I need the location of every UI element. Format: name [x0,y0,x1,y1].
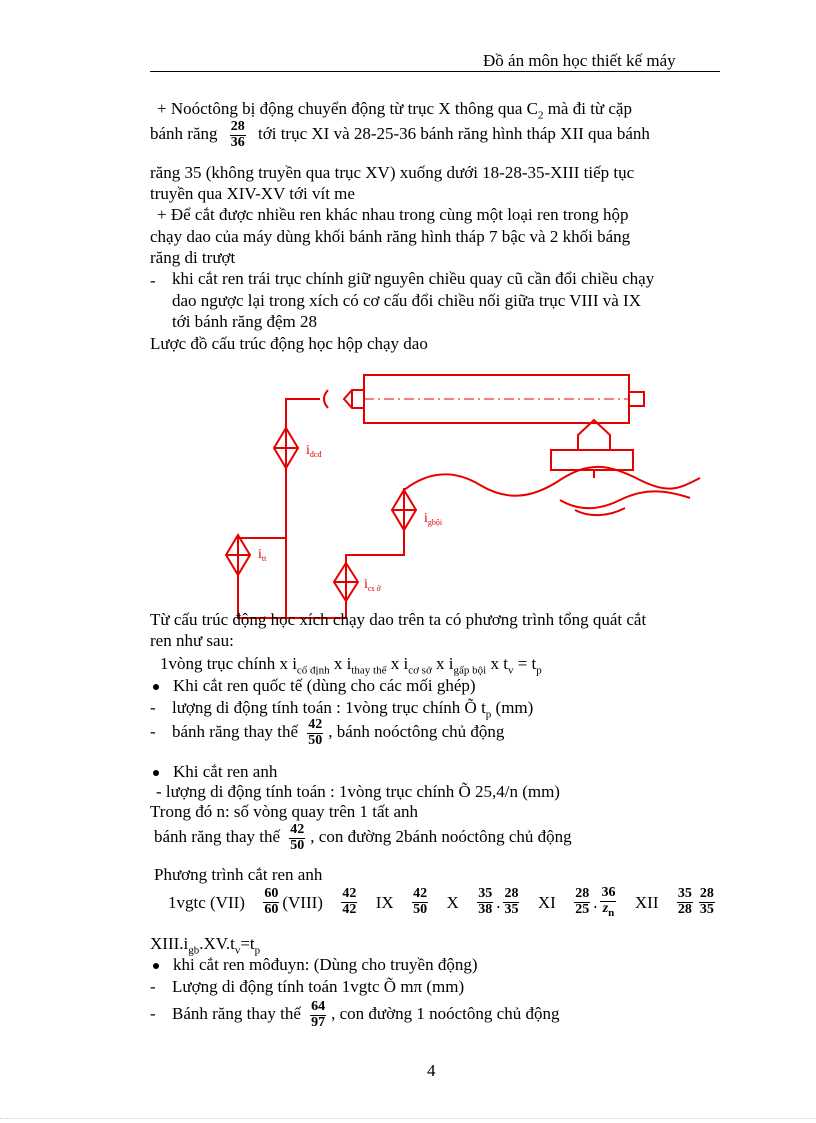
para1-line2: bánh răng $\frac{28}{36}$ tới trục XI và 28-25-36 bánh răng hình tháp XII qua bánh [150,119,650,150]
english-line4: Phương trình cắt ren anh [154,865,323,884]
bullet-english: Khi cắt ren anh [153,763,277,780]
intl-dash1: - lượng di động tính toán : 1vòng trục chính Õ $t_p$ (mm) [150,698,534,721]
dash1-line1: khi cắt ren trái trục chính giữ nguyên chiều quay cũ cần đổi chiều chạy [172,269,655,288]
text1-line1: Từ cấu trúc động học xích chạy dao trên ta có phương trình tổng quát cắt [150,610,647,629]
bullet-intl: Khi cắt ren quốc tế (dùng cho các mối ghép) [153,677,476,694]
para1-line1-text: + Noóctông bị động chuyển động từ trục X thông qua C [157,99,538,118]
fraction-64-97: $\frac{64}{97}$ [311,999,326,1030]
bullet-dot-icon [153,770,159,776]
spindle-stub-right [629,392,644,406]
label-idcd: $i_{đcđ}$ [306,443,322,459]
kinematic-chain-right [346,488,404,618]
module-dash1: - Lượng di động tính toán 1vgtc Õ mπ (mm) [150,977,465,996]
chain-tail: $XIII.i_{gb}.XV.t_v=t_p$ [150,934,261,957]
page-number: 4 [427,1061,436,1080]
para2-line1: + Để cắt được nhiều ren khác nhau trong cùng một loại ren trong hộp [157,205,629,224]
bullet-dot-icon [153,963,159,969]
intl-dash2: - bánh răng thay thế $\frac{42}{50}$ , bánh noóctông chủ động [150,717,505,748]
lead-screw-wave-2 [560,491,690,508]
lead-screw-wave-3 [575,508,625,515]
page-header-title: Đồ án môn học thiết kế máy [483,51,676,70]
fraction-28-36: $\frac{28}{36}$ [230,119,245,150]
para2-line3: răng di trượt [150,248,236,267]
dash-mark: - [150,271,156,290]
label-itt: $i_{tt}$ [258,547,267,563]
dash1-line2: dao ngược lại trong xích có cơ cấu đổi chiều nối giữa trục VIII và IX [172,291,641,310]
label-igb: $i_{gbội}$ [424,511,443,527]
fraction-42-50-english: $\frac{42}{50}$ [290,822,305,853]
para1-line1: + Noóctông bị động chuyển động từ trục X thông qua $C_2$ mà đi từ cặp [157,99,632,122]
english-line3: bánh răng thay thế $\frac{42}{50}$ , con đường 2bánh noóctông chủ động [154,822,572,853]
module-dash2: - Bánh răng thay thế $\frac{64}{97}$ , con đường 1 noóctông chủ động [150,999,560,1030]
chain-equation: 1vgtc (VII) $\frac{60}{60}$ (VIII) $\frac{42}{42}$ IX $\frac{42}{50}$ X $\frac{35}{38}$ . $\frac{28}{35}$ XI $\frac{28}{25}$ . $\frac{36}{z_n}$ XII $\frac{35}{28}$ $\frac{28}{35}$ [168,885,714,919]
dash1-line3: tới bánh răng đệm 28 [172,312,317,331]
para2-line2: chạy dao của máy dùng khối bánh răng hình tháp 7 bậc và 2 khối báng [150,227,631,246]
label-ics: $i_{cs ở}$ [364,577,381,593]
header-rule [150,71,720,72]
english-line1: - lượng di động tính toán : 1vòng trục chính Õ 25,4/n (mm) [156,782,560,801]
english-line2: Trong đó n: số vòng quay trên 1 tất anh [150,802,419,821]
kinematic-diagram [0,360,816,630]
spindle-nose-left [344,390,364,408]
cutting-tool [578,420,610,450]
para1-line4: truyền qua XIV-XV tới vít me [150,184,355,203]
fraction-42-50-intl: $\frac{42}{50}$ [308,717,323,748]
bullet-module: khi cắt ren môđuyn: (Dùng cho truyền động) [153,956,478,973]
chuck-arc [324,390,328,408]
text1-line2: ren như sau: [150,631,234,650]
general-equation: 1vòng trục chính x $i_{cố định}$ x $i_{thay thế}$ x $i_{cơ sở}$ x $i_{gấp bội}$ x $t_v = t_p$ [160,654,542,677]
kinematic-chain-line [238,399,320,618]
page-bottom-border [0,1118,816,1119]
para1-line3: răng 35 (không truyền qua trục XV) xuống dưới 18-28-35-XIII tiếp tục [150,163,635,182]
diagram-caption: Lược đồ cấu trúc động học hộp chạy dao [150,334,428,353]
bullet-dot-icon [153,684,159,690]
